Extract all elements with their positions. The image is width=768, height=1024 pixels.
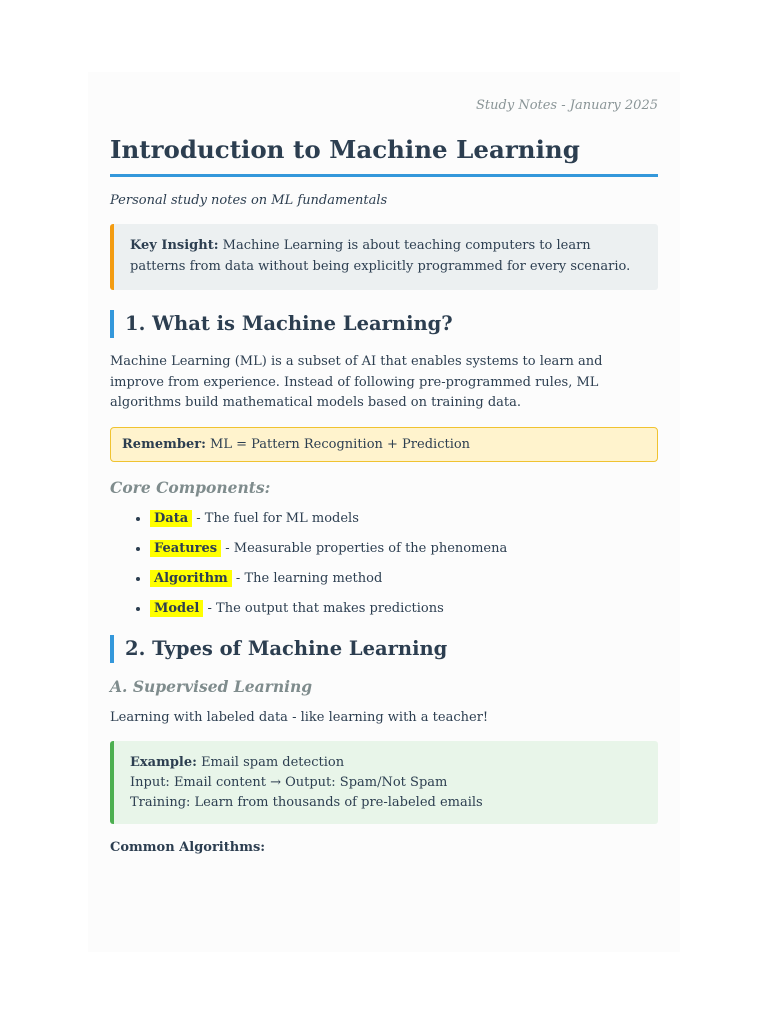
key-insight-box <box>110 224 658 290</box>
remember-label: Remember: <box>122 436 206 452</box>
example-line-1 <box>130 753 642 773</box>
component-term: Model <box>150 600 203 617</box>
notes-page <box>88 72 680 952</box>
example-label: Example: <box>130 755 197 770</box>
component-desc: - The output that makes predictions <box>203 600 444 616</box>
section-heading-types-of-ml: 2. Types of Machine Learning <box>110 635 658 663</box>
section1-paragraph: Machine Learning (ML) is a subset of AI that enables systems to learn and improve from experience. Instead of following pre-programmed rules, ML algorithms build mathematical models based on training data. <box>110 354 603 410</box>
page-title: Introduction to Machine Learning <box>110 135 658 177</box>
page-subtitle: Personal study notes on ML fundamentals <box>110 193 388 208</box>
supervised-learning-heading: A. Supervised Learning <box>110 676 313 696</box>
component-desc: - The fuel for ML models <box>192 510 359 526</box>
component-term: Features <box>150 540 221 557</box>
example-line-3: Training: Learn from thousands of pre-labeled emails <box>130 795 483 810</box>
supervised-learning-paragraph: Learning with labeled data - like learning with a teacher! <box>110 709 489 725</box>
component-term: Algorithm <box>150 570 232 587</box>
section-heading-what-is-ml: 1. What is Machine Learning? <box>110 310 658 338</box>
list-item <box>150 539 658 559</box>
common-algorithms-label: Common Algorithms: <box>110 840 266 855</box>
list-item <box>150 509 658 529</box>
notes-date: Study Notes - January 2025 <box>476 98 658 113</box>
list-item <box>150 599 658 619</box>
example-box <box>110 741 658 824</box>
core-components-list <box>110 509 658 619</box>
example-text: Email spam detection <box>196 755 345 770</box>
key-insight-label: Key Insight: <box>130 238 219 253</box>
remember-text: ML = Pattern Recognition + Prediction <box>205 436 471 452</box>
remember-box <box>110 427 658 462</box>
component-desc: - The learning method <box>231 570 383 586</box>
list-item <box>150 569 658 589</box>
key-insight-text: Machine Learning is about teaching computers to learn patterns from data without being explicitly programmed for every scenario. <box>130 238 631 274</box>
example-line-2: Input: Email content → Output: Spam/Not Spam <box>130 775 448 790</box>
component-desc: - Measurable properties of the phenomena <box>221 540 508 556</box>
core-components-heading: Core Components: <box>110 477 271 497</box>
component-term: Data <box>150 510 192 527</box>
